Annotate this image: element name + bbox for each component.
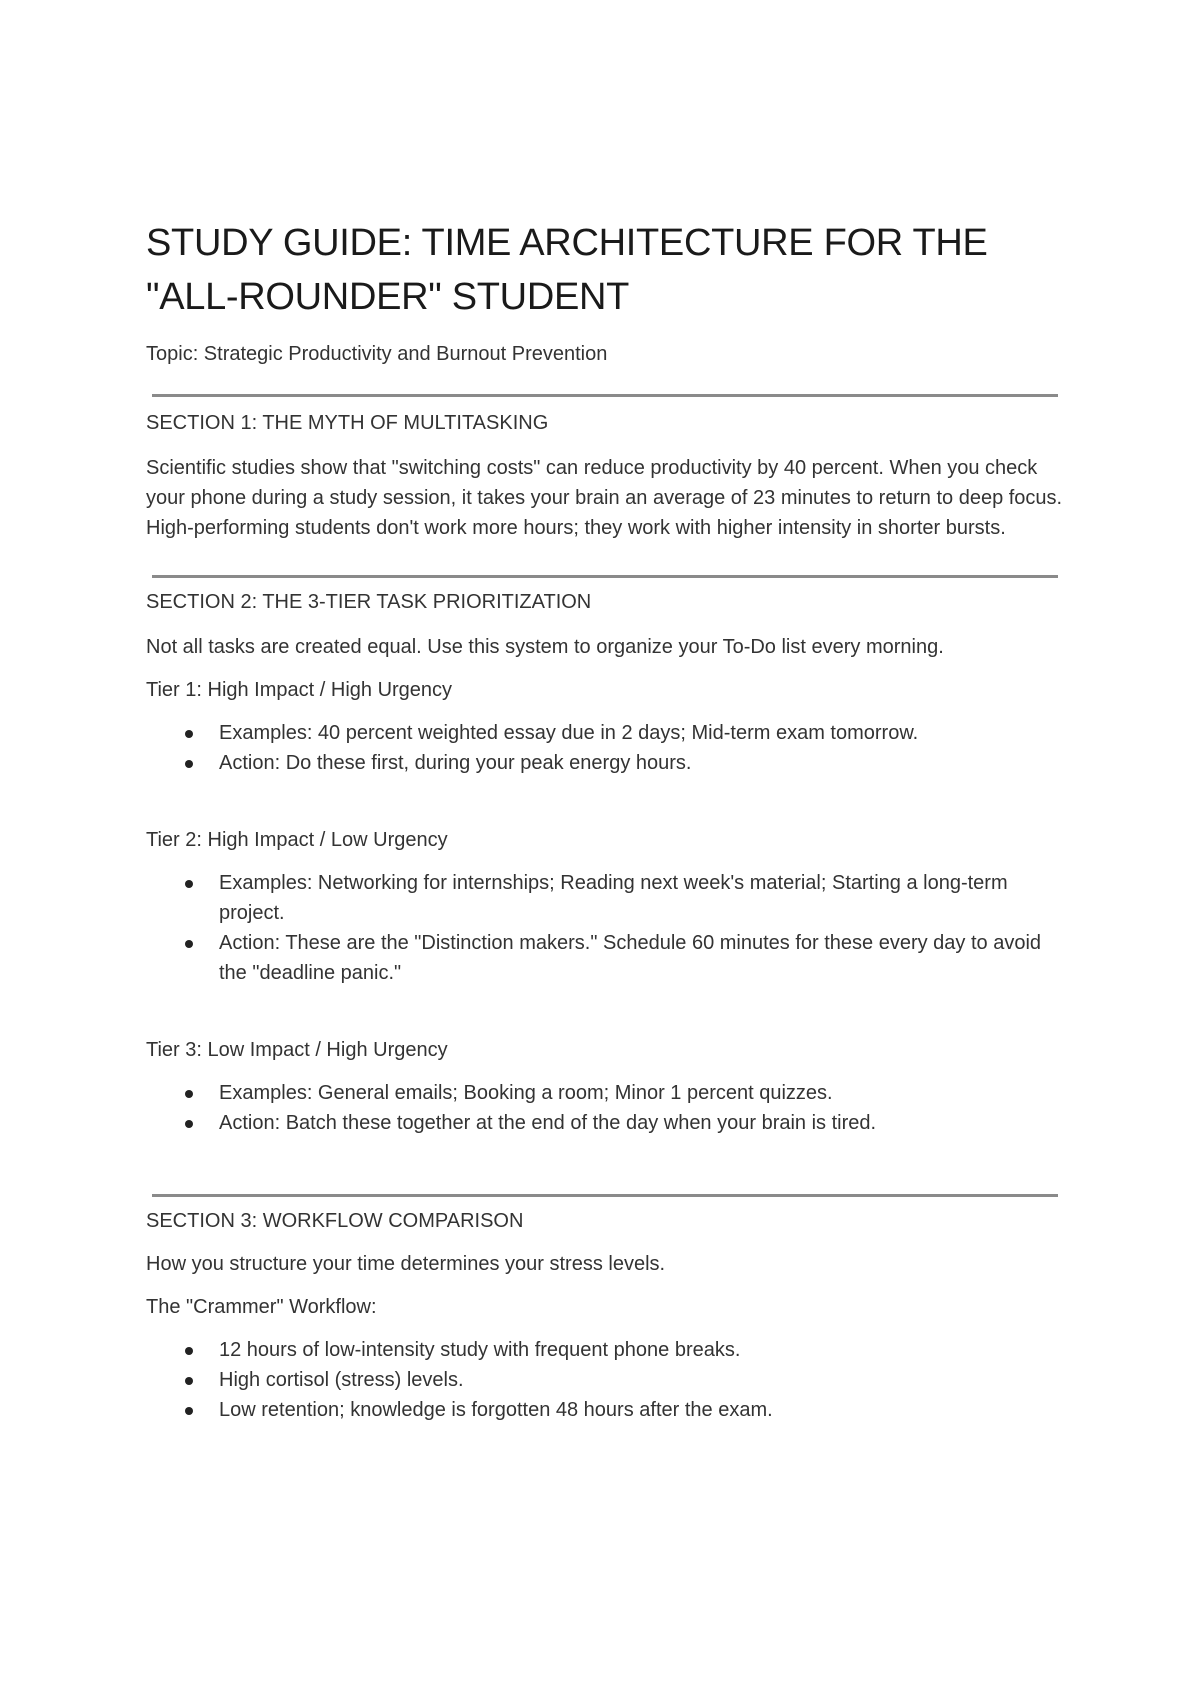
section-2-heading: SECTION 2: THE 3-TIER TASK PRIORITIZATION [146,591,592,613]
list-item-text: Examples: General emails; Booking a room; Minor 1 percent quizzes. [219,1082,833,1104]
list-item [219,1108,1066,1138]
section-3-intro: How you structure your time determines your stress levels. [146,1253,666,1275]
bullet-icon [185,1120,193,1128]
list-item [219,1078,1066,1108]
section-1-paragraph: Scientific studies show that "switching costs" can reduce productivity by 40 percent. When you check your phone during a study session, it takes your brain an average of 23 minutes to return to deep focus. High-performing students don't work more hours; they work with higher intensity in shorter bursts. [146,457,1063,539]
bullet-icon [185,1347,193,1355]
title-line-1: STUDY GUIDE: TIME ARCHITECTURE FOR THE [146,222,988,264]
document-title [146,216,1066,324]
section-divider [152,575,1058,578]
bullet-icon [185,1090,193,1098]
bullet-icon [185,730,193,738]
bullet-icon [185,1407,193,1415]
list-item-text: Low retention; knowledge is forgotten 48 hours after the exam. [219,1399,773,1421]
section-3-heading: SECTION 3: WORKFLOW COMPARISON [146,1210,524,1232]
list-item-text: High cortisol (stress) levels. [219,1369,464,1391]
list-item-text: Examples: Networking for internships; Reading next week's material; Starting a long-term project. [219,872,1008,924]
list-item-text: Action: Do these first, during your peak energy hours. [219,752,692,774]
title-line-2: "ALL-ROUNDER" STUDENT [146,276,630,318]
crammer-workflow-list [146,1335,1066,1425]
list-item-text: Action: Batch these together at the end of the day when your brain is tired. [219,1112,877,1134]
section-2-intro: Not all tasks are created equal. Use this system to organize your To-Do list every morning. [146,636,944,658]
bullet-icon [185,760,193,768]
tier-2-label: Tier 2: High Impact / Low Urgency [146,829,448,851]
tier-2-list [146,868,1066,988]
list-item-text: Action: These are the "Distinction makers." Schedule 60 minutes for these every day to avoid the "deadline panic." [219,932,1042,984]
bullet-icon [185,880,193,888]
list-item [219,748,1066,778]
tier-3-list [146,1078,1066,1138]
bullet-icon [185,1377,193,1385]
list-item-text: Examples: 40 percent weighted essay due in 2 days; Mid-term exam tomorrow. [219,722,919,744]
tier-1-label: Tier 1: High Impact / High Urgency [146,679,453,701]
bullet-icon [185,940,193,948]
section-divider [152,394,1058,397]
section-divider [152,1194,1058,1197]
section-1-heading: SECTION 1: THE MYTH OF MULTITASKING [146,412,549,434]
list-item [219,718,1066,748]
document-page [146,216,1066,1425]
list-item [219,1365,1066,1395]
tier-1-list [146,718,1066,778]
list-item-text: 12 hours of low-intensity study with frequent phone breaks. [219,1339,741,1361]
list-item [219,868,1066,928]
crammer-workflow-label: The "Crammer" Workflow: [146,1296,377,1318]
list-item [219,1395,1066,1425]
list-item [219,1335,1066,1365]
list-item [219,928,1066,988]
tier-3-label: Tier 3: Low Impact / High Urgency [146,1039,448,1061]
topic-line: Topic: Strategic Productivity and Burnout Prevention [146,343,608,365]
